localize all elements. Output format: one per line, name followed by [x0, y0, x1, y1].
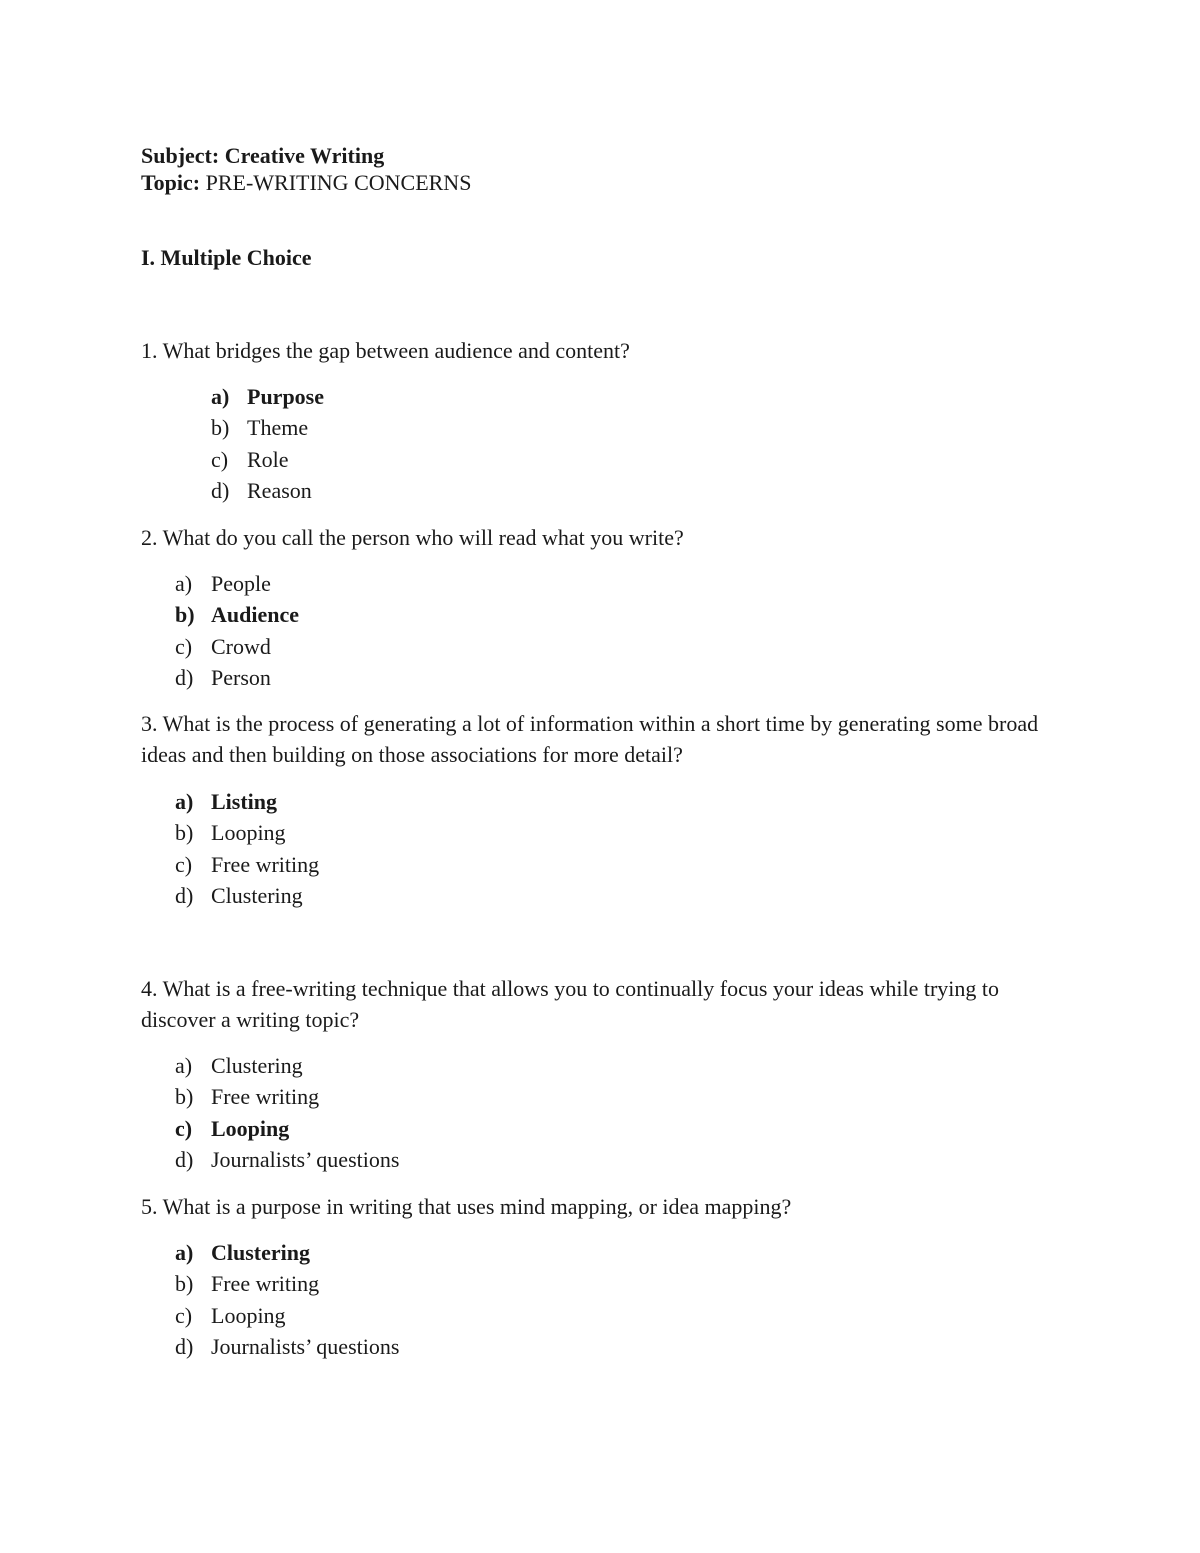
option-3d [175, 880, 319, 911]
option-4a [175, 1050, 399, 1081]
option-text: Free writing [211, 1271, 320, 1297]
section-title: I. Multiple Choice [141, 245, 312, 270]
option-5b [175, 1268, 399, 1299]
option-2a [175, 568, 299, 599]
option-4c [175, 1113, 399, 1144]
option-2b [175, 599, 299, 630]
option-letter: a) [175, 1240, 194, 1265]
option-text: Reason [247, 477, 312, 503]
question-1-options [211, 381, 324, 506]
option-letter: c) [175, 633, 193, 659]
question-5-text: 5. What is a purpose in writing that uses mind mapping, or idea mapping? [141, 1194, 792, 1219]
option-letter: d) [175, 882, 194, 908]
option-text: Audience [211, 602, 299, 628]
option-letter: c) [175, 851, 193, 877]
subject-label: Subject: [141, 143, 220, 168]
option-letter: c) [175, 1115, 193, 1141]
option-text: Free writing [211, 1084, 320, 1110]
option-letter: a) [175, 571, 193, 596]
option-text: Clustering [211, 882, 303, 908]
question-4-options [175, 1050, 399, 1175]
option-letter: d) [175, 664, 194, 690]
question-2-options [175, 568, 299, 693]
topic-value: PRE-WRITING CONCERNS [205, 170, 472, 195]
option-letter: a) [175, 1053, 193, 1078]
topic-label: Topic: [141, 170, 201, 195]
option-text: Role [247, 446, 289, 472]
option-5a [175, 1237, 399, 1268]
option-text: Journalists’ questions [211, 1333, 400, 1359]
question-5-options [175, 1237, 399, 1362]
question-4-text: 4. What is a free-writing technique that allows you to continually focus your ideas while trying to discover a writing topic? [141, 976, 999, 1032]
option-letter: c) [175, 1302, 193, 1328]
question-2-text: 2. What do you call the person who will read what you write? [141, 525, 684, 550]
question-1-text: 1. What bridges the gap between audience and content? [141, 338, 630, 363]
option-letter: b) [175, 1271, 194, 1297]
option-letter: b) [175, 602, 195, 628]
subject-value: Creative Writing [224, 143, 385, 168]
option-letter: b) [175, 1084, 194, 1110]
option-5d [175, 1331, 399, 1362]
option-text: People [211, 571, 271, 596]
option-text: Purpose [247, 384, 324, 409]
option-4d [175, 1144, 399, 1175]
option-letter: d) [211, 477, 230, 503]
option-3a [175, 786, 319, 817]
option-3b [175, 817, 319, 848]
option-1c [211, 444, 324, 475]
question-3-text: 3. What is the process of generating a lot of information within a short time by generating some broad ideas and then building on those associations for more detail? [141, 711, 1039, 767]
option-1a [211, 381, 324, 412]
option-1b [211, 412, 324, 443]
option-letter: d) [175, 1333, 194, 1359]
option-3c [175, 849, 319, 880]
option-text: Crowd [211, 633, 271, 659]
option-letter: b) [211, 415, 230, 441]
option-1d [211, 475, 324, 506]
topic-line [141, 169, 471, 196]
subject-line [141, 142, 471, 169]
option-letter: d) [175, 1146, 194, 1172]
option-text: Looping [211, 1115, 290, 1141]
option-letter: b) [175, 820, 194, 846]
option-letter: c) [211, 446, 229, 472]
option-text: Looping [211, 820, 286, 846]
option-text: Listing [211, 789, 278, 814]
option-letter: a) [175, 789, 194, 814]
option-text: Clustering [211, 1053, 303, 1078]
option-4b [175, 1081, 399, 1112]
question-3-options [175, 786, 319, 911]
option-text: Theme [247, 415, 309, 441]
option-text: Looping [211, 1302, 286, 1328]
option-letter: a) [211, 384, 230, 409]
document-header [141, 142, 471, 196]
option-text: Free writing [211, 851, 320, 877]
option-5c [175, 1300, 399, 1331]
option-2c [175, 631, 299, 662]
option-text: Person [211, 664, 271, 690]
option-2d [175, 662, 299, 693]
option-text: Clustering [211, 1240, 310, 1265]
option-text: Journalists’ questions [211, 1146, 400, 1172]
